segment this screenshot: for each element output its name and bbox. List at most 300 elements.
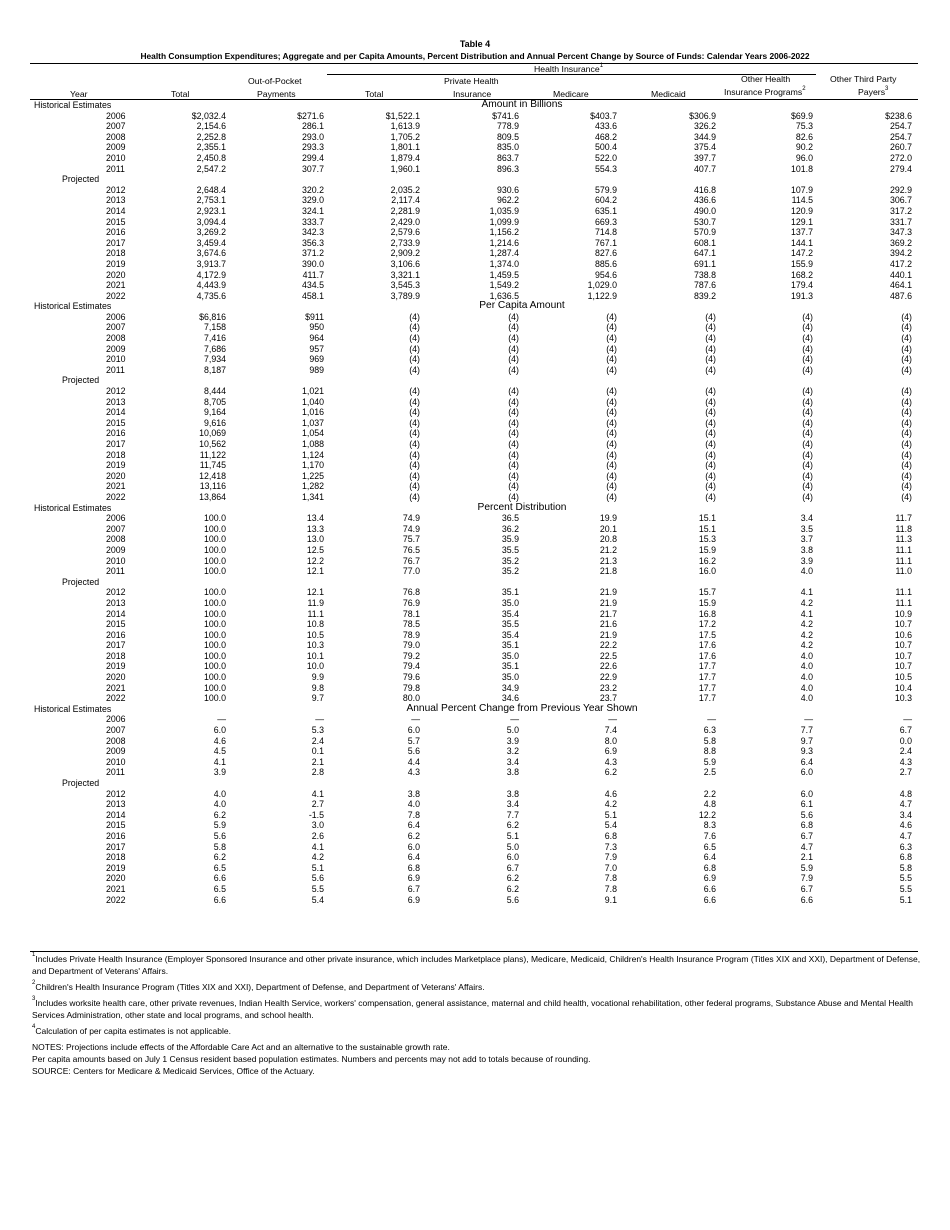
year-cell: 2015 xyxy=(106,417,126,428)
other-health-programs-cell: (4) xyxy=(802,460,813,471)
private-health-insurance-cell: (4) xyxy=(508,428,519,439)
other-health-programs-cell: 90.2 xyxy=(795,142,813,153)
table-row xyxy=(0,206,950,217)
other-third-party-cell: (4) xyxy=(901,439,912,449)
year-cell: 2009 xyxy=(106,343,126,354)
medicare-cell: (4) xyxy=(606,407,617,418)
year-cell: 2021 xyxy=(106,682,126,693)
year-cell: 2022 xyxy=(106,693,126,704)
header-total: Total xyxy=(171,89,190,99)
other-third-party-cell: 11.3 xyxy=(895,534,912,545)
other-third-party-cell: 254.7 xyxy=(889,121,912,132)
year-cell: 2006 xyxy=(106,311,126,322)
table-row xyxy=(0,842,950,853)
other-health-programs-cell: 3.9 xyxy=(800,555,813,566)
out-of-pocket-cell: 324.1 xyxy=(301,205,324,216)
year-cell: 2012 xyxy=(106,587,126,598)
out-of-pocket-cell: 13.4 xyxy=(306,513,324,524)
other-health-programs-cell: 4.1 xyxy=(800,608,813,619)
table-row xyxy=(0,238,950,249)
hi-total-cell: 2,117.4 xyxy=(391,195,420,206)
table-row xyxy=(0,195,950,206)
private-health-insurance-cell: 35.0 xyxy=(501,597,519,608)
other-health-programs-cell: (4) xyxy=(802,396,813,407)
out-of-pocket-cell: 329.0 xyxy=(301,195,324,206)
medicare-cell: (4) xyxy=(606,491,617,502)
hi-total-cell: 76.5 xyxy=(402,544,420,555)
other-health-programs-cell: 3.8 xyxy=(800,544,813,555)
medicaid-cell: 6.9 xyxy=(703,873,716,884)
total-cell: 100.0 xyxy=(203,597,226,608)
private-health-insurance-cell: (4) xyxy=(508,364,519,375)
other-third-party-cell: 2.7 xyxy=(899,767,912,778)
total-cell: 100.0 xyxy=(203,661,226,672)
year-cell: 2007 xyxy=(106,322,126,333)
year-cell: 2021 xyxy=(106,481,126,492)
out-of-pocket-cell: 1,088 xyxy=(301,439,324,449)
private-health-insurance-cell: 835.0 xyxy=(496,142,519,153)
out-of-pocket-cell: 12.2 xyxy=(306,555,324,566)
medicaid-cell: 17.7 xyxy=(698,672,716,683)
other-third-party-cell: (4) xyxy=(901,407,912,418)
medicaid-cell: (4) xyxy=(705,491,716,502)
table-row xyxy=(0,820,950,831)
private-health-insurance-cell: 35.5 xyxy=(501,544,519,555)
medicare-cell: 669.3 xyxy=(594,216,617,227)
medicare-cell: 714.8 xyxy=(594,227,617,238)
hi-total-cell: (4) xyxy=(409,491,420,502)
private-health-insurance-cell: 3.2 xyxy=(506,746,519,757)
hi-total-cell: 5.6 xyxy=(407,746,420,757)
year-cell: 2010 xyxy=(106,354,126,365)
other-health-programs-cell: (4) xyxy=(802,439,813,449)
year-cell: 2006 xyxy=(106,513,126,524)
out-of-pocket-cell: 13.3 xyxy=(306,523,324,534)
medicaid-cell: 6.3 xyxy=(703,725,716,736)
total-cell: 12,418 xyxy=(199,470,226,481)
table-row xyxy=(0,439,950,450)
other-third-party-cell: 464.1 xyxy=(889,280,912,291)
other-health-programs-cell: 4.0 xyxy=(800,650,813,661)
other-health-programs-cell: 3.7 xyxy=(800,534,813,545)
table-row xyxy=(0,428,950,439)
other-third-party-cell: 5.5 xyxy=(899,883,912,894)
table-row xyxy=(0,450,950,461)
private-health-insurance-cell: 35.1 xyxy=(501,640,519,651)
total-cell: 100.0 xyxy=(203,608,226,619)
out-of-pocket-cell: 2.8 xyxy=(311,767,324,778)
hi-total-cell: 3,789.9 xyxy=(390,290,420,301)
medicaid-cell: (4) xyxy=(705,460,716,471)
other-health-programs-cell: (4) xyxy=(802,449,813,460)
table-row xyxy=(0,556,950,567)
out-of-pocket-cell: 307.7 xyxy=(301,163,324,174)
medicaid-cell: 16.8 xyxy=(698,608,716,619)
total-cell: 6.6 xyxy=(213,873,226,884)
hi-total-cell: 6.9 xyxy=(407,894,420,905)
total-cell: 2,154.6 xyxy=(196,121,226,132)
medicare-cell: 433.6 xyxy=(594,121,617,132)
hi-total-cell: 79.8 xyxy=(402,682,420,693)
section-title: Annual Percent Change from Previous Year Shown xyxy=(406,702,638,714)
header-phi-line2: Insurance xyxy=(453,89,492,99)
private-health-insurance-cell: 896.3 xyxy=(496,163,519,174)
table-row xyxy=(0,884,950,895)
medicaid-cell: (4) xyxy=(705,322,716,333)
hi-total-cell: 2,281.9 xyxy=(390,205,420,216)
other-health-programs-cell: 155.9 xyxy=(790,258,813,269)
other-health-programs-cell: 7.7 xyxy=(800,725,813,736)
year-cell: 2013 xyxy=(106,597,126,608)
medicaid-cell: 2.5 xyxy=(703,767,716,778)
other-health-programs-cell: (4) xyxy=(802,311,813,322)
historical-estimates-label: Historical Estimates xyxy=(34,502,112,513)
hi-total-cell: 79.2 xyxy=(402,650,420,661)
hi-total-cell: (4) xyxy=(409,386,420,397)
medicare-cell: (4) xyxy=(606,333,617,344)
other-health-programs-cell: (4) xyxy=(802,386,813,397)
private-health-insurance-cell: (4) xyxy=(508,396,519,407)
total-cell: 100.0 xyxy=(203,513,226,524)
other-health-programs-cell: 3.4 xyxy=(800,513,813,524)
other-third-party-cell: 10.9 xyxy=(894,608,912,619)
medicaid-cell: (4) xyxy=(705,343,716,354)
table-bottom-rule xyxy=(30,951,918,952)
section-header-row xyxy=(0,301,950,312)
out-of-pocket-cell: 969 xyxy=(309,354,324,365)
medicare-cell: (4) xyxy=(606,417,617,428)
total-cell: 4,735.6 xyxy=(196,290,226,301)
year-cell: 2018 xyxy=(106,449,126,460)
table-row xyxy=(0,651,950,662)
other-third-party-cell: 4.3 xyxy=(899,756,912,767)
medicaid-cell: 17.7 xyxy=(698,693,716,704)
medicare-cell: 767.1 xyxy=(594,237,617,248)
total-cell: 10,069 xyxy=(199,428,226,439)
other-third-party-cell: 2.4 xyxy=(899,746,912,757)
total-cell: 4.0 xyxy=(213,788,226,799)
private-health-insurance-cell: 35.2 xyxy=(501,566,519,577)
table-row xyxy=(0,291,950,302)
private-health-insurance-cell: 6.0 xyxy=(506,852,519,863)
medicare-cell: 6.8 xyxy=(604,830,617,841)
other-health-programs-cell: 5.6 xyxy=(800,809,813,820)
private-health-insurance-cell: (4) xyxy=(508,481,519,492)
table-row xyxy=(0,386,950,397)
out-of-pocket-cell: 342.3 xyxy=(301,227,324,238)
hi-total-cell: 1,613.9 xyxy=(390,121,420,132)
medicare-cell: 579.9 xyxy=(594,184,617,195)
table-row xyxy=(0,164,950,175)
other-health-programs-cell: 6.7 xyxy=(800,830,813,841)
hi-total-cell: 2,429.0 xyxy=(390,216,420,227)
other-health-programs-cell: 168.2 xyxy=(790,269,813,280)
other-third-party-cell: 6.8 xyxy=(899,852,912,863)
other-third-party-cell: 0.0 xyxy=(899,735,912,746)
medicare-cell: (4) xyxy=(606,354,617,365)
year-cell: 2016 xyxy=(106,227,126,238)
total-cell: 3,459.4 xyxy=(196,237,226,248)
out-of-pocket-cell: 1,016 xyxy=(301,407,324,418)
medicaid-cell: (4) xyxy=(705,396,716,407)
historical-estimates-label: Historical Estimates xyxy=(34,100,112,110)
other-third-party-cell: 279.4 xyxy=(889,163,912,174)
other-third-party-cell: 11.0 xyxy=(895,566,912,577)
hi-total-cell: (4) xyxy=(409,481,420,492)
other-third-party-cell: $238.6 xyxy=(885,110,912,121)
other-third-party-cell: (4) xyxy=(901,470,912,481)
private-health-insurance-cell: 35.2 xyxy=(501,555,519,566)
medicaid-cell: 5.9 xyxy=(703,756,716,767)
year-cell: 2017 xyxy=(106,439,126,449)
other-health-programs-cell: — xyxy=(804,714,813,725)
total-cell: $6,816 xyxy=(199,311,226,322)
hi-total-cell: (4) xyxy=(409,460,420,471)
table-row xyxy=(0,725,950,736)
medicaid-cell: 8.3 xyxy=(703,820,716,831)
private-health-insurance-cell: (4) xyxy=(508,354,519,365)
private-health-insurance-cell: (4) xyxy=(508,460,519,471)
medicaid-cell: (4) xyxy=(705,481,716,492)
out-of-pocket-cell: 11.9 xyxy=(307,597,324,608)
year-cell: 2007 xyxy=(106,725,126,736)
medicare-cell: (4) xyxy=(606,460,617,471)
projected-label: Projected xyxy=(62,576,100,587)
hi-total-cell: 1,801.1 xyxy=(390,142,420,153)
other-health-programs-cell: 147.2 xyxy=(790,248,813,259)
out-of-pocket-cell: 1,170 xyxy=(301,460,324,471)
table-row xyxy=(0,852,950,863)
medicaid-cell: 6.8 xyxy=(703,862,716,873)
medicare-cell: 23.7 xyxy=(599,693,617,704)
year-cell: 2009 xyxy=(106,746,126,757)
medicaid-cell: 17.5 xyxy=(698,629,716,640)
other-health-programs-cell: $69.9 xyxy=(790,110,813,121)
year-cell: 2012 xyxy=(106,386,126,397)
private-health-insurance-cell: 5.6 xyxy=(506,894,519,905)
year-cell: 2011 xyxy=(106,163,125,174)
medicaid-cell: 326.2 xyxy=(693,121,716,132)
medicaid-cell: 8.8 xyxy=(703,746,716,757)
out-of-pocket-cell: 299.4 xyxy=(301,152,324,163)
medicaid-cell: 12.2 xyxy=(698,809,716,820)
private-health-insurance-cell: 1,035.9 xyxy=(489,205,519,216)
total-cell: 13,864 xyxy=(199,491,226,502)
year-cell: 2016 xyxy=(106,830,126,841)
total-cell: 6.5 xyxy=(213,883,226,894)
out-of-pocket-cell: 411.7 xyxy=(302,269,324,280)
other-third-party-cell: 4.6 xyxy=(899,820,912,831)
hi-total-cell: 78.1 xyxy=(402,608,420,619)
medicare-cell: 1,122.9 xyxy=(587,290,617,301)
hi-total-cell: (4) xyxy=(409,428,420,439)
other-health-programs-cell: 129.1 xyxy=(790,216,813,227)
hi-total-cell: 6.0 xyxy=(407,725,420,736)
other-health-programs-cell: 4.2 xyxy=(800,619,813,630)
medicaid-cell: 6.4 xyxy=(703,852,716,863)
header-ohip-line1: Other Health xyxy=(741,74,791,84)
table-row xyxy=(0,757,950,768)
other-health-programs-cell: (4) xyxy=(802,481,813,492)
header-phi-line1: Private Health xyxy=(444,76,499,86)
medicaid-cell: 4.8 xyxy=(703,799,716,810)
year-cell: 2009 xyxy=(106,544,126,555)
total-cell: 100.0 xyxy=(203,672,226,683)
section-title: Per Capita Amount xyxy=(479,300,565,312)
header-oop-line1: Out-of-Pocket xyxy=(248,76,302,86)
table-row xyxy=(0,630,950,641)
total-cell: 100.0 xyxy=(203,640,226,651)
year-cell: 2016 xyxy=(106,428,126,439)
other-health-programs-cell: 96.0 xyxy=(795,152,813,163)
medicaid-cell: 17.6 xyxy=(698,650,716,661)
year-cell: 2021 xyxy=(106,280,126,291)
total-cell: 5.9 xyxy=(213,820,226,831)
year-cell: 2020 xyxy=(106,672,126,683)
total-cell: 4,172.9 xyxy=(196,269,226,280)
table-row xyxy=(0,248,950,259)
private-health-insurance-cell: $741.6 xyxy=(492,110,519,121)
other-third-party-cell: — xyxy=(903,714,912,725)
total-cell: — xyxy=(217,714,226,725)
table-row xyxy=(0,683,950,694)
medicaid-cell: (4) xyxy=(705,439,716,449)
out-of-pocket-cell: 5.5 xyxy=(311,883,324,894)
total-cell: 6.5 xyxy=(213,862,226,873)
section-header-row xyxy=(0,704,950,715)
year-cell: 2014 xyxy=(106,407,126,418)
hi-total-cell: 2,909.2 xyxy=(390,248,420,259)
total-cell: 6.0 xyxy=(213,725,226,736)
private-health-insurance-cell: 962.2 xyxy=(496,195,519,206)
medicaid-cell: 375.4 xyxy=(693,142,716,153)
hi-total-cell: 79.0 xyxy=(402,640,420,651)
hi-total-cell: 4.4 xyxy=(407,756,420,767)
other-health-programs-cell: 144.1 xyxy=(790,237,813,248)
hi-total-cell: — xyxy=(411,714,420,725)
out-of-pocket-cell: 333.7 xyxy=(301,216,324,227)
out-of-pocket-cell: 286.1 xyxy=(301,121,324,132)
hi-total-cell: 4.0 xyxy=(407,799,420,810)
table-row xyxy=(0,598,950,609)
medicare-cell: 1,029.0 xyxy=(587,280,617,291)
total-cell: 6.2 xyxy=(213,809,226,820)
hi-total-cell: (4) xyxy=(409,396,420,407)
table-row xyxy=(0,672,950,683)
medicare-cell: (4) xyxy=(606,311,617,322)
other-health-programs-cell: 3.5 xyxy=(800,523,813,534)
private-health-insurance-cell: (4) xyxy=(508,333,519,344)
medicare-cell: 9.1 xyxy=(604,894,617,905)
out-of-pocket-cell: 2.7 xyxy=(311,799,324,810)
table-row xyxy=(0,460,950,471)
year-cell: 2017 xyxy=(106,841,126,852)
other-health-programs-cell: 6.8 xyxy=(800,820,813,831)
other-health-programs-cell: 4.0 xyxy=(800,682,813,693)
hi-total-cell: 6.2 xyxy=(407,830,420,841)
projected-label: Projected xyxy=(62,778,100,788)
year-cell: 2019 xyxy=(106,258,126,269)
medicare-cell: 7.9 xyxy=(604,852,617,863)
header-ohip-line2: Insurance Programs$^2$ xyxy=(724,86,806,97)
year-cell: 2018 xyxy=(106,248,126,259)
other-health-programs-cell: 82.6 xyxy=(795,131,813,142)
year-cell: 2015 xyxy=(106,216,126,227)
medicare-cell: 5.4 xyxy=(604,820,617,831)
medicare-cell: 6.9 xyxy=(604,746,617,757)
medicaid-cell: (4) xyxy=(705,470,716,481)
other-third-party-cell: (4) xyxy=(901,311,912,322)
out-of-pocket-cell: 11.1 xyxy=(307,608,324,619)
hi-total-cell: 2,035.2 xyxy=(390,184,420,195)
medicaid-cell: 17.6 xyxy=(698,640,716,651)
table-row xyxy=(0,661,950,672)
hi-total-cell: 6.4 xyxy=(407,820,420,831)
total-cell: 2,753.1 xyxy=(196,195,226,206)
other-health-programs-cell: 6.0 xyxy=(800,767,813,778)
table-row xyxy=(0,513,950,524)
medicare-cell: 7.8 xyxy=(604,873,617,884)
other-third-party-cell: (4) xyxy=(901,322,912,333)
medicaid-cell: 691.1 xyxy=(693,258,716,269)
other-third-party-cell: 10.7 xyxy=(894,650,912,661)
hi-total-cell: (4) xyxy=(409,322,420,333)
medicaid-cell: 17.7 xyxy=(698,682,716,693)
other-health-programs-cell: 107.9 xyxy=(790,184,813,195)
other-third-party-cell: 11.1 xyxy=(895,587,912,598)
other-third-party-cell: (4) xyxy=(901,354,912,365)
total-cell: 100.0 xyxy=(203,619,226,630)
out-of-pocket-cell: 10.5 xyxy=(306,629,324,640)
hi-total-cell: (4) xyxy=(409,407,420,418)
medicare-cell: 827.6 xyxy=(594,248,617,259)
private-health-insurance-cell: 930.6 xyxy=(496,184,519,195)
out-of-pocket-cell: 4.2 xyxy=(311,852,324,863)
hi-total-cell: 76.9 xyxy=(402,597,420,608)
year-cell: 2022 xyxy=(106,290,126,301)
out-of-pocket-cell: 371.2 xyxy=(301,248,324,259)
medicare-cell: 21.9 xyxy=(599,597,617,608)
total-cell: 6.2 xyxy=(213,852,226,863)
other-health-programs-cell: 4.2 xyxy=(800,640,813,651)
other-health-programs-cell: 6.6 xyxy=(800,894,813,905)
year-cell: 2016 xyxy=(106,629,126,640)
private-health-insurance-cell: (4) xyxy=(508,322,519,333)
other-health-programs-cell: 2.1 xyxy=(800,852,813,863)
source-line: SOURCE: Centers for Medicare & Medicaid Services, Office of the Actuary. xyxy=(32,1066,315,1076)
total-cell: 100.0 xyxy=(203,544,226,555)
year-cell: 2010 xyxy=(106,555,126,566)
total-cell: 100.0 xyxy=(203,650,226,661)
other-third-party-cell: (4) xyxy=(901,460,912,471)
other-health-programs-cell: 120.9 xyxy=(790,205,813,216)
year-cell: 2008 xyxy=(106,333,126,344)
private-health-insurance-cell: 35.1 xyxy=(501,661,519,672)
other-health-programs-cell: 191.3 xyxy=(790,290,813,301)
out-of-pocket-cell: 1,054 xyxy=(301,428,324,439)
other-health-programs-cell: 4.0 xyxy=(800,693,813,704)
medicare-cell: 21.7 xyxy=(599,608,617,619)
other-third-party-cell: 10.7 xyxy=(894,661,912,672)
total-cell: 4.6 xyxy=(213,735,226,746)
other-third-party-cell: (4) xyxy=(901,449,912,460)
medicare-cell: 20.8 xyxy=(599,534,617,545)
year-cell: 2013 xyxy=(106,195,126,206)
other-third-party-cell: 10.4 xyxy=(894,682,912,693)
table-row xyxy=(0,789,950,800)
medicaid-cell: (4) xyxy=(705,364,716,375)
other-health-programs-cell: 6.7 xyxy=(800,883,813,894)
